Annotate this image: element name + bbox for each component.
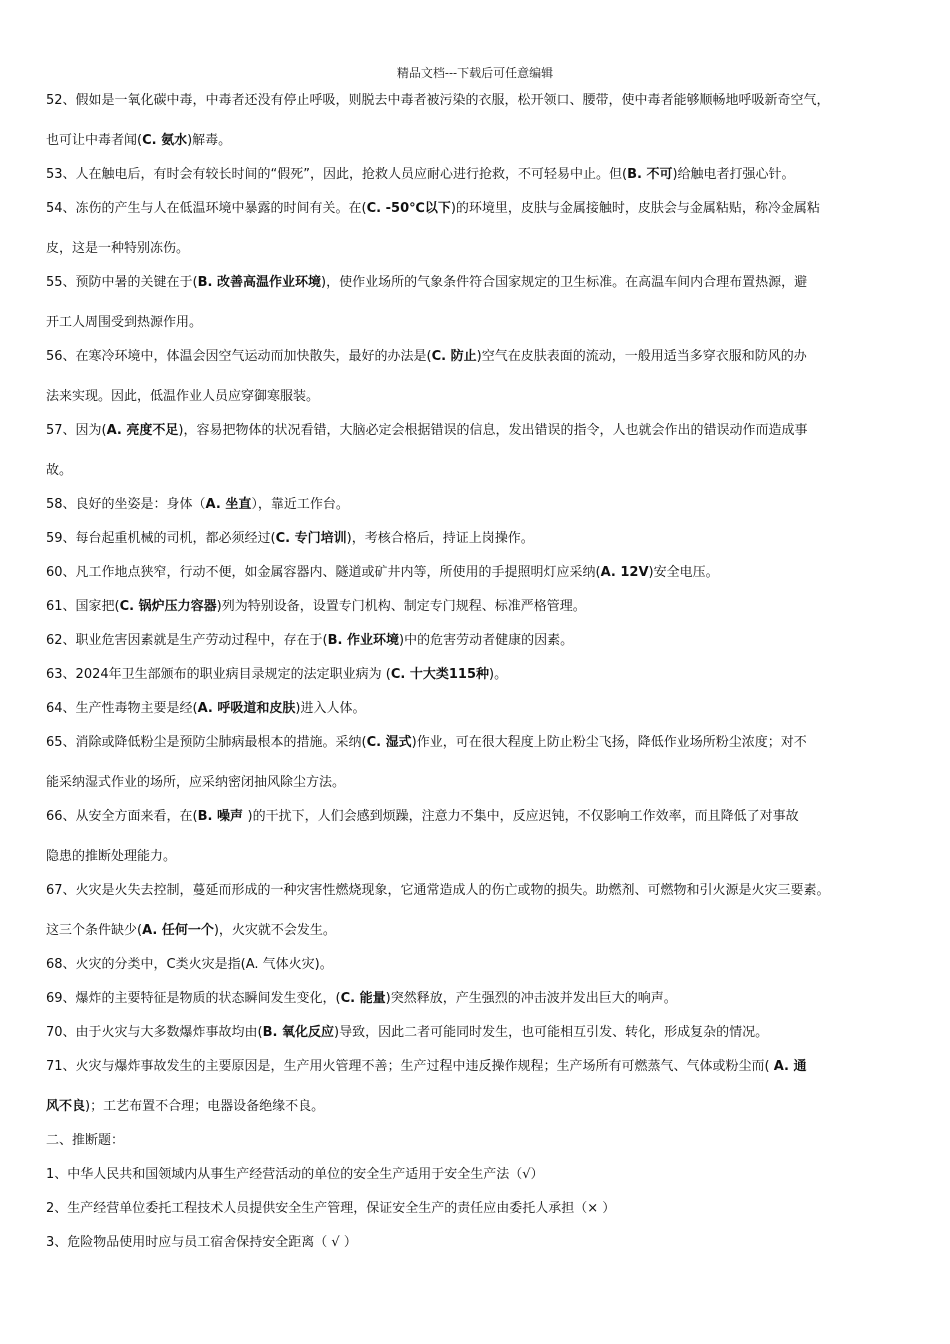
answer-text: C. 锅炉压力容器 [119, 599, 217, 614]
line-text: 开工人周围受到热源作用。 [46, 315, 203, 330]
line-text: 61、国家把( [46, 599, 120, 614]
line-text: )进入人体。 [295, 701, 366, 716]
answer-text: C. 防止 [431, 349, 477, 364]
text-line-q67b [46, 922, 908, 940]
text-line-q54a [46, 200, 908, 218]
text-line-q55b [46, 314, 908, 332]
line-text: 68、火灾的分类中，C类火灾是指(A. 气体火灾)。 [46, 957, 333, 972]
line-text: )中的危害劳动者健康的因素。 [399, 633, 574, 648]
line-text: 2、生产经营单位委托工程技术人员提供安全生产管理，保证安全生产的责任应由委托人承担（× ） [46, 1201, 616, 1216]
text-line-q67a [46, 882, 908, 900]
line-text: )，火灾就不会发生。 [213, 923, 336, 938]
line-text: 67、火灾是火失去控制，蔓延而形成的一种灾害性燃烧现象，它通常造成人的伤亡或物的损失。助燃剂、可燃物和引火源是火灾三要素。 [46, 883, 830, 898]
line-text: ），靠近工作台。 [251, 497, 349, 512]
line-text: 55、预防中暑的关键在于( [46, 275, 198, 290]
answer-text: C. 湿式 [366, 735, 412, 750]
line-text: 56、在寒冷环境中，体温会因空气运动而加快散失，最好的办法是( [46, 349, 432, 364]
answer-text: B. 噪声 [197, 809, 248, 824]
line-text: 52、假如是一氧化碳中毒，中毒者还没有停止呼吸，则脱去中毒者被污染的衣服，松开领口、腰带，使中毒者能够顺畅地呼吸新奇空气， [46, 93, 830, 108]
line-text: 法来实现。因此，低温作业人员应穿御寒服装。 [46, 389, 320, 404]
line-text: 1、中华人民共和国领域内从事生产经营活动的单位的安全生产适用于安全生产法（√） [46, 1167, 544, 1182]
answer-text: B. 不可 [627, 167, 673, 182]
text-line-q59 [46, 530, 908, 548]
line-text: )，考核合格后，持证上岗操作。 [346, 531, 534, 546]
text-line-q71b [46, 1098, 908, 1116]
text-line-q65b [46, 774, 908, 792]
answer-text: A. 坐直 [205, 497, 252, 512]
line-text: 64、生产性毒物主要是经( [46, 701, 198, 716]
text-line-q61 [46, 598, 908, 616]
line-text: )列为特别设备，设置专门机构、制定专门规程、标准严格管理。 [216, 599, 586, 614]
line-text: )作业，可在很大程度上防止粉尘飞扬，降低作业场所粉尘浓度；对不 [411, 735, 807, 750]
line-text: 也可让中毒者闻( [46, 133, 143, 148]
answer-text: A. 呼吸道和皮肤 [197, 701, 296, 716]
page-header: 精品文档---下载后可任意编辑 [396, 66, 554, 80]
answer-text: B. 改善高温作业环境 [197, 275, 321, 290]
document-body [46, 92, 908, 1268]
answer-text: B. 氧化反应 [262, 1025, 334, 1040]
answer-text: C. 专门培训 [275, 531, 347, 546]
text-line-j3 [46, 1234, 908, 1252]
text-line-q71a [46, 1058, 908, 1076]
text-line-q66a [46, 808, 908, 826]
text-line-q57b [46, 462, 908, 480]
line-text: 这三个条件缺少( [46, 923, 143, 938]
text-line-sec2 [46, 1132, 908, 1150]
line-text: )空气在皮肤表面的流动，一般用适当多穿衣服和防风的办 [476, 349, 807, 364]
answer-text: B. 作业环境 [327, 633, 399, 648]
line-text: 53、人在触电后，有时会有较长时间的“假死”，因此，抢救人员应耐心进行抢救，不可轻易中止。但( [46, 167, 628, 182]
text-line-q53 [46, 166, 908, 184]
line-text: 58、良好的坐姿是：身体（ [46, 497, 206, 512]
text-line-q62 [46, 632, 908, 650]
line-text: 65、消除或降低粉尘是预防尘肺病最根本的措施。采纳( [46, 735, 367, 750]
text-line-q70 [46, 1024, 908, 1042]
line-text: )导致，因此二者可能同时发生，也可能相互引发、转化，形成复杂的情况。 [334, 1025, 769, 1040]
line-text: )安全电压。 [648, 565, 719, 580]
text-line-j1 [46, 1166, 908, 1184]
line-text: 能采纳湿式作业的场所，应采纳密闭抽风除尘方法。 [46, 775, 346, 790]
text-line-q63 [46, 666, 908, 684]
line-text: 57、因为( [46, 423, 107, 438]
line-text: 60、凡工作地点狭窄，行动不便，如金属容器内、隧道或矿井内等，所使用的手提照明灯应采纳( [46, 565, 601, 580]
answer-text: A. 亮度不足 [106, 423, 179, 438]
text-line-q68 [46, 956, 908, 974]
line-text: 63、2024年卫生部颁布的职业病目录规定的法定职业病为 ( [46, 667, 391, 682]
line-text: 3、危险物品使用时应与员工宿舍保持安全距离（ √ ） [46, 1235, 357, 1250]
answer-text: C. 氨水 [142, 133, 188, 148]
line-text: 71、火灾与爆炸事故发生的主要原因是，生产用火管理不善；生产过程中违反操作规程；生产场所有可燃蒸气、气体或粉尘而( [46, 1059, 774, 1074]
text-line-q66b [46, 848, 908, 866]
line-text: 皮，这是一种特别冻伤。 [46, 241, 190, 256]
line-text: )，使作业场所的气象条件符合国家规定的卫生标准。在高温车间内合理布置热源，避 [321, 275, 808, 290]
answer-text: 风不良 [46, 1099, 86, 1114]
text-line-q52b [46, 132, 908, 150]
answer-text: A. 任何一个 [142, 923, 214, 938]
line-text: 62、职业危害因素就是生产劳动过程中，存在于( [46, 633, 328, 648]
line-text: 二、推断题： [46, 1133, 125, 1148]
line-text: 70、由于火灾与大多数爆炸事故均由( [46, 1025, 263, 1040]
answer-text: C. -50℃以下 [366, 201, 451, 216]
line-text: 69、爆炸的主要特征是物质的状态瞬间发生变化，( [46, 991, 341, 1006]
text-line-q55a [46, 274, 908, 292]
line-text: )解毒。 [187, 133, 232, 148]
answer-text: A. 12V [600, 565, 649, 580]
text-line-q56a [46, 348, 908, 366]
line-text: 54、冻伤的产生与人在低温环境中暴露的时间有关。在( [46, 201, 367, 216]
text-line-j2 [46, 1200, 908, 1218]
line-text: )的干扰下，人们会感到烦躁，注意力不集中，反应迟钝，不仅影响工作效率，而且降低了对事故 [247, 809, 799, 824]
line-text: )给触电者打强心针。 [672, 167, 795, 182]
line-text: 66、从安全方面来看，在( [46, 809, 198, 824]
line-text: )。 [489, 667, 508, 682]
line-text: )的环境里，皮肤与金属接触时，皮肤会与金属粘贴，称冷金属粘 [450, 201, 820, 216]
text-line-q65a [46, 734, 908, 752]
line-text: 故。 [46, 463, 73, 478]
line-text: )；工艺布置不合理；电器设备绝缘不良。 [85, 1099, 325, 1114]
text-line-q52a [46, 92, 908, 110]
text-line-q60 [46, 564, 908, 582]
line-text: )，容易把物体的状况看错，大脑必定会根据错误的信息，发出错误的指令，人也就会作出的错误动作而造成事 [178, 423, 808, 438]
text-line-q69 [46, 990, 908, 1008]
text-line-q57a [46, 422, 908, 440]
answer-text: A. 通 [773, 1059, 807, 1074]
answer-text: C. 十大类115种 [390, 667, 489, 682]
line-text: 59、每台起重机械的司机，都必须经过( [46, 531, 276, 546]
text-line-q54b [46, 240, 908, 258]
text-line-q64 [46, 700, 908, 718]
text-line-q56b [46, 388, 908, 406]
answer-text: C. 能量 [340, 991, 386, 1006]
line-text: )突然释放，产生强烈的冲击波并发出巨大的响声。 [385, 991, 677, 1006]
text-line-q58 [46, 496, 908, 514]
line-text: 隐患的推断处理能力。 [46, 849, 177, 864]
